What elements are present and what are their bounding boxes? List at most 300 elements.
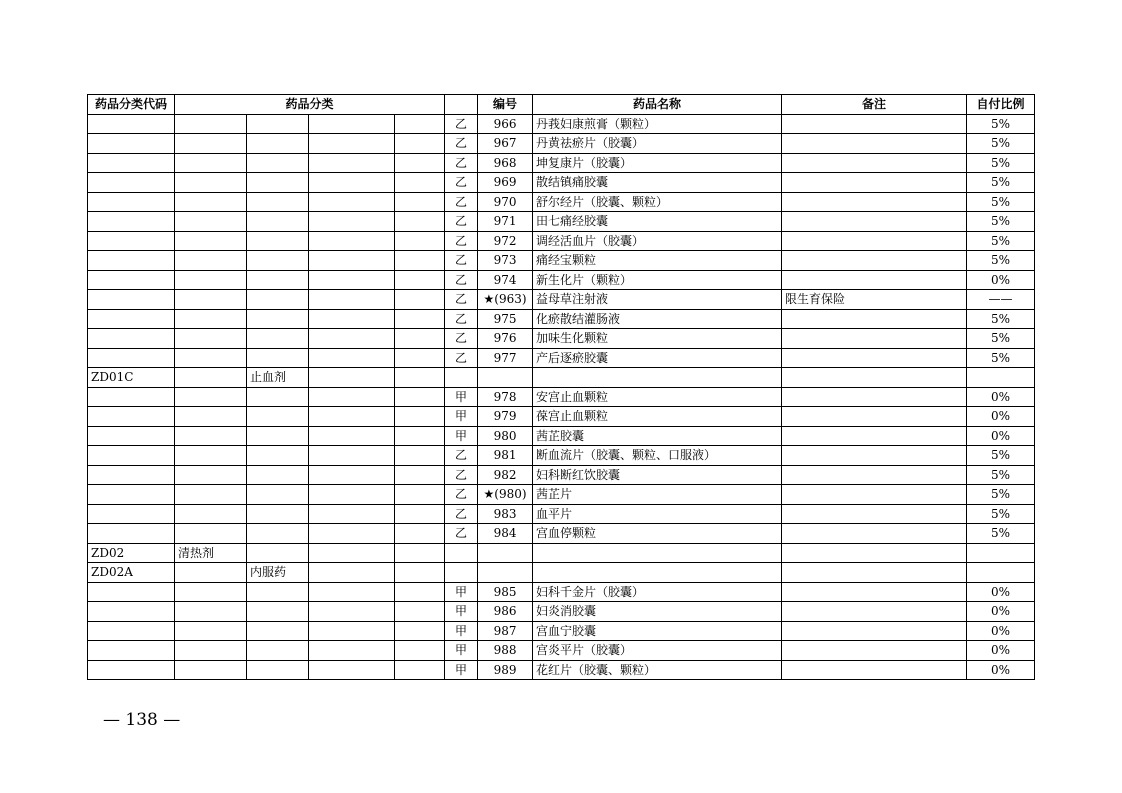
cell-number [478, 368, 533, 388]
cell-code [88, 309, 175, 329]
cell-drug-name: 化瘀散结灌肠液 [533, 309, 782, 329]
cell-grade: 甲 [445, 621, 478, 641]
cell-category-level4 [395, 407, 445, 427]
table-row [88, 582, 1035, 602]
cell-remark [782, 582, 967, 602]
cell-ratio: 0% [967, 621, 1035, 641]
cell-remark [782, 368, 967, 388]
cell-category-level1 [175, 465, 247, 485]
cell-code [88, 231, 175, 251]
cell-category-level1 [175, 621, 247, 641]
cell-category-level1 [175, 309, 247, 329]
cell-category-level1 [175, 134, 247, 154]
cell-category-level4 [395, 348, 445, 368]
cell-remark [782, 602, 967, 622]
cell-category-level3 [309, 602, 395, 622]
cell-grade: 乙 [445, 251, 478, 271]
cell-drug-name: 宫血停颗粒 [533, 524, 782, 544]
cell-code [88, 270, 175, 290]
cell-category-level3 [309, 290, 395, 310]
cell-category-level3 [309, 641, 395, 661]
cell-remark [782, 641, 967, 661]
table-row [88, 368, 1035, 388]
cell-grade: 乙 [445, 173, 478, 193]
cell-grade: 甲 [445, 407, 478, 427]
cell-category-level2 [247, 446, 309, 466]
cell-category-level2 [247, 251, 309, 271]
cell-remark [782, 192, 967, 212]
cell-remark [782, 465, 967, 485]
cell-category-level3 [309, 387, 395, 407]
cell-category-level4 [395, 309, 445, 329]
cell-category-level1 [175, 290, 247, 310]
cell-number: 981 [478, 446, 533, 466]
cell-grade: 乙 [445, 504, 478, 524]
cell-drug-name [533, 563, 782, 583]
cell-category-level2 [247, 504, 309, 524]
cell-ratio: 5% [967, 192, 1035, 212]
cell-remark [782, 212, 967, 232]
cell-category-level1 [175, 660, 247, 680]
cell-category-level2 [247, 387, 309, 407]
cell-category-level3 [309, 368, 395, 388]
cell-remark [782, 543, 967, 563]
cell-drug-name: 丹黄祛瘀片（胶囊） [533, 134, 782, 154]
cell-category-level2: 止血剂 [247, 368, 309, 388]
cell-category-level1 [175, 387, 247, 407]
cell-number: 973 [478, 251, 533, 271]
cell-category-level4 [395, 446, 445, 466]
cell-category-level2 [247, 231, 309, 251]
cell-code [88, 660, 175, 680]
cell-number: 983 [478, 504, 533, 524]
cell-category-level1 [175, 368, 247, 388]
cell-ratio: 5% [967, 348, 1035, 368]
cell-code [88, 524, 175, 544]
cell-remark [782, 621, 967, 641]
cell-code [88, 621, 175, 641]
cell-ratio: —— [967, 290, 1035, 310]
cell-code [88, 348, 175, 368]
cell-code [88, 446, 175, 466]
cell-category-level1 [175, 348, 247, 368]
cell-code [88, 173, 175, 193]
cell-number: 974 [478, 270, 533, 290]
page-number: — 138 — [103, 710, 181, 730]
table-row [88, 270, 1035, 290]
table-row [88, 231, 1035, 251]
cell-category-level4 [395, 621, 445, 641]
cell-remark: 限生育保险 [782, 290, 967, 310]
cell-category-level1 [175, 153, 247, 173]
cell-category-level4 [395, 173, 445, 193]
cell-drug-name: 血平片 [533, 504, 782, 524]
cell-category-level3 [309, 660, 395, 680]
cell-code [88, 465, 175, 485]
cell-remark [782, 563, 967, 583]
cell-category-level4 [395, 368, 445, 388]
cell-category-level3 [309, 426, 395, 446]
cell-category-level4 [395, 504, 445, 524]
cell-ratio: 5% [967, 465, 1035, 485]
cell-drug-name: 茜芷胶囊 [533, 426, 782, 446]
cell-category-level2 [247, 309, 309, 329]
cell-drug-name: 益母草注射液 [533, 290, 782, 310]
cell-ratio: 0% [967, 660, 1035, 680]
cell-grade: 乙 [445, 465, 478, 485]
cell-number: 982 [478, 465, 533, 485]
cell-number [478, 543, 533, 563]
cell-category-level3 [309, 153, 395, 173]
cell-drug-name: 田七痛经胶囊 [533, 212, 782, 232]
cell-category-level4 [395, 387, 445, 407]
cell-remark [782, 134, 967, 154]
cell-ratio: 0% [967, 602, 1035, 622]
cell-category-level3 [309, 485, 395, 505]
cell-grade: 甲 [445, 387, 478, 407]
cell-category-level2 [247, 114, 309, 134]
cell-category-level2 [247, 270, 309, 290]
cell-category-level1 [175, 504, 247, 524]
cell-grade: 乙 [445, 309, 478, 329]
cell-category-level3 [309, 192, 395, 212]
cell-category-level2 [247, 465, 309, 485]
cell-drug-name: 散结镇痛胶囊 [533, 173, 782, 193]
cell-code: ZD01C [88, 368, 175, 388]
cell-category-level4 [395, 641, 445, 661]
table-row [88, 563, 1035, 583]
cell-code [88, 426, 175, 446]
cell-remark [782, 251, 967, 271]
cell-category-level1: 清热剂 [175, 543, 247, 563]
cell-category-level3 [309, 407, 395, 427]
cell-category-level4 [395, 153, 445, 173]
cell-category-level1 [175, 329, 247, 349]
drug-catalog-table [87, 94, 1035, 680]
table-row [88, 114, 1035, 134]
cell-drug-name [533, 543, 782, 563]
cell-drug-name [533, 368, 782, 388]
cell-grade: 乙 [445, 290, 478, 310]
cell-category-level1 [175, 602, 247, 622]
cell-code [88, 582, 175, 602]
cell-ratio: 5% [967, 212, 1035, 232]
cell-ratio: 0% [967, 270, 1035, 290]
cell-drug-name: 坤复康片（胶囊） [533, 153, 782, 173]
cell-category-level3 [309, 543, 395, 563]
cell-code [88, 134, 175, 154]
cell-category-level2 [247, 348, 309, 368]
cell-grade: 乙 [445, 270, 478, 290]
cell-drug-name: 宫血宁胶囊 [533, 621, 782, 641]
cell-number: 989 [478, 660, 533, 680]
table-row [88, 641, 1035, 661]
table-row [88, 407, 1035, 427]
cell-number: 966 [478, 114, 533, 134]
table-row [88, 543, 1035, 563]
cell-remark [782, 153, 967, 173]
cell-ratio: 0% [967, 407, 1035, 427]
cell-remark [782, 485, 967, 505]
cell-ratio: 5% [967, 309, 1035, 329]
cell-ratio: 0% [967, 582, 1035, 602]
cell-remark [782, 173, 967, 193]
cell-code [88, 504, 175, 524]
cell-category-level3 [309, 446, 395, 466]
cell-code [88, 290, 175, 310]
cell-grade: 甲 [445, 641, 478, 661]
cell-drug-name: 加味生化颗粒 [533, 329, 782, 349]
cell-category-level2 [247, 582, 309, 602]
cell-category-level3 [309, 231, 395, 251]
cell-remark [782, 114, 967, 134]
cell-remark [782, 348, 967, 368]
cell-grade: 乙 [445, 348, 478, 368]
cell-category-level1 [175, 270, 247, 290]
cell-drug-name: 新生化片（颗粒） [533, 270, 782, 290]
cell-category-level4 [395, 543, 445, 563]
cell-grade: 乙 [445, 524, 478, 544]
cell-category-level3 [309, 465, 395, 485]
cell-category-level3 [309, 173, 395, 193]
table-row [88, 329, 1035, 349]
cell-category-level2 [247, 212, 309, 232]
cell-grade: 乙 [445, 485, 478, 505]
table-row [88, 251, 1035, 271]
header-ratio: 自付比例 [967, 95, 1035, 115]
cell-drug-name: 宫炎平片（胶囊） [533, 641, 782, 661]
cell-drug-name: 妇科断红饮胶囊 [533, 465, 782, 485]
cell-category-level3 [309, 563, 395, 583]
cell-ratio: 5% [967, 114, 1035, 134]
cell-ratio: 5% [967, 173, 1035, 193]
table-row [88, 504, 1035, 524]
cell-number: 968 [478, 153, 533, 173]
cell-ratio [967, 563, 1035, 583]
cell-category-level2 [247, 660, 309, 680]
cell-category-level3 [309, 524, 395, 544]
cell-category-level3 [309, 329, 395, 349]
cell-category-level1 [175, 173, 247, 193]
header-number: 编号 [478, 95, 533, 115]
cell-category-level4 [395, 134, 445, 154]
cell-drug-name: 花红片（胶囊、颗粒） [533, 660, 782, 680]
cell-category-level2 [247, 641, 309, 661]
cell-number: 970 [478, 192, 533, 212]
cell-ratio: 5% [967, 153, 1035, 173]
cell-code [88, 485, 175, 505]
cell-category-level4 [395, 329, 445, 349]
cell-drug-name: 痛经宝颗粒 [533, 251, 782, 271]
cell-category-level3 [309, 309, 395, 329]
cell-remark [782, 660, 967, 680]
cell-category-level4 [395, 660, 445, 680]
table-row [88, 485, 1035, 505]
cell-number: 972 [478, 231, 533, 251]
cell-ratio: 5% [967, 134, 1035, 154]
table-row [88, 212, 1035, 232]
cell-category-level2 [247, 290, 309, 310]
cell-category-level4 [395, 251, 445, 271]
cell-category-level4 [395, 212, 445, 232]
cell-number: 978 [478, 387, 533, 407]
cell-category-level4 [395, 485, 445, 505]
cell-drug-name: 妇炎消胶囊 [533, 602, 782, 622]
cell-number: 985 [478, 582, 533, 602]
table-row [88, 290, 1035, 310]
cell-code [88, 407, 175, 427]
cell-category-level4 [395, 231, 445, 251]
table-row [88, 602, 1035, 622]
cell-category-level2 [247, 134, 309, 154]
cell-ratio: 5% [967, 231, 1035, 251]
cell-grade [445, 368, 478, 388]
cell-remark [782, 231, 967, 251]
cell-number: 976 [478, 329, 533, 349]
cell-grade: 甲 [445, 426, 478, 446]
cell-code [88, 114, 175, 134]
cell-number: 971 [478, 212, 533, 232]
cell-number: 988 [478, 641, 533, 661]
cell-code [88, 602, 175, 622]
cell-ratio: 5% [967, 446, 1035, 466]
table-row [88, 621, 1035, 641]
cell-number: 986 [478, 602, 533, 622]
cell-number: 987 [478, 621, 533, 641]
cell-category-level1 [175, 563, 247, 583]
cell-category-level2 [247, 602, 309, 622]
cell-ratio: 5% [967, 251, 1035, 271]
cell-drug-name: 舒尔经片（胶囊、颗粒） [533, 192, 782, 212]
cell-grade: 乙 [445, 212, 478, 232]
cell-drug-name: 调经活血片（胶囊） [533, 231, 782, 251]
cell-category-level1 [175, 251, 247, 271]
cell-grade [445, 563, 478, 583]
table-row [88, 446, 1035, 466]
table-row [88, 660, 1035, 680]
cell-remark [782, 387, 967, 407]
cell-number: 984 [478, 524, 533, 544]
cell-remark [782, 270, 967, 290]
cell-code [88, 329, 175, 349]
cell-ratio: 0% [967, 387, 1035, 407]
table-row [88, 387, 1035, 407]
cell-category-level4 [395, 114, 445, 134]
table-row [88, 173, 1035, 193]
cell-code [88, 641, 175, 661]
cell-category-level1 [175, 212, 247, 232]
cell-drug-name: 产后逐瘀胶囊 [533, 348, 782, 368]
cell-number: 975 [478, 309, 533, 329]
header-code: 药品分类代码 [88, 95, 175, 115]
cell-number: 980 [478, 426, 533, 446]
cell-grade: 乙 [445, 192, 478, 212]
cell-ratio [967, 368, 1035, 388]
cell-category-level1 [175, 446, 247, 466]
cell-code: ZD02 [88, 543, 175, 563]
cell-grade: 甲 [445, 602, 478, 622]
cell-drug-name: 丹莪妇康煎膏（颗粒） [533, 114, 782, 134]
cell-number: 967 [478, 134, 533, 154]
table-row [88, 192, 1035, 212]
cell-category-level4 [395, 563, 445, 583]
cell-number: 977 [478, 348, 533, 368]
cell-category-level1 [175, 114, 247, 134]
cell-category-level1 [175, 582, 247, 602]
cell-category-level2: 内服药 [247, 563, 309, 583]
cell-ratio: 5% [967, 504, 1035, 524]
cell-category-level1 [175, 192, 247, 212]
cell-code: ZD02A [88, 563, 175, 583]
cell-category-level4 [395, 192, 445, 212]
cell-category-level4 [395, 290, 445, 310]
table-row [88, 134, 1035, 154]
cell-category-level3 [309, 621, 395, 641]
cell-ratio: 5% [967, 485, 1035, 505]
header-remark: 备注 [782, 95, 967, 115]
cell-category-level1 [175, 426, 247, 446]
cell-category-level2 [247, 543, 309, 563]
header-name: 药品名称 [533, 95, 782, 115]
cell-number: ★(963) [478, 290, 533, 310]
cell-grade: 乙 [445, 134, 478, 154]
cell-code [88, 153, 175, 173]
cell-category-level2 [247, 621, 309, 641]
cell-category-level4 [395, 602, 445, 622]
cell-category-level3 [309, 134, 395, 154]
cell-ratio: 0% [967, 641, 1035, 661]
table-row [88, 465, 1035, 485]
cell-grade: 甲 [445, 582, 478, 602]
cell-remark [782, 504, 967, 524]
cell-category-level2 [247, 426, 309, 446]
cell-category-level1 [175, 485, 247, 505]
cell-grade: 乙 [445, 446, 478, 466]
cell-drug-name: 安宫止血颗粒 [533, 387, 782, 407]
cell-grade: 乙 [445, 329, 478, 349]
cell-category-level3 [309, 114, 395, 134]
cell-grade: 乙 [445, 114, 478, 134]
cell-category-level4 [395, 465, 445, 485]
cell-ratio: 5% [967, 524, 1035, 544]
cell-category-level2 [247, 153, 309, 173]
cell-category-level2 [247, 524, 309, 544]
cell-number: 979 [478, 407, 533, 427]
cell-category-level3 [309, 348, 395, 368]
cell-drug-name: 妇科千金片（胶囊） [533, 582, 782, 602]
cell-grade: 乙 [445, 231, 478, 251]
cell-code [88, 192, 175, 212]
table-row [88, 524, 1035, 544]
cell-category-level2 [247, 407, 309, 427]
cell-number [478, 563, 533, 583]
cell-code [88, 387, 175, 407]
cell-grade: 甲 [445, 660, 478, 680]
cell-category-level3 [309, 504, 395, 524]
cell-category-level2 [247, 192, 309, 212]
cell-ratio: 0% [967, 426, 1035, 446]
cell-category-level1 [175, 231, 247, 251]
cell-remark [782, 309, 967, 329]
cell-ratio: 5% [967, 329, 1035, 349]
cell-category-level3 [309, 270, 395, 290]
cell-grade: 乙 [445, 153, 478, 173]
cell-category-level1 [175, 641, 247, 661]
table-row [88, 348, 1035, 368]
table-row [88, 426, 1035, 446]
table-row [88, 153, 1035, 173]
cell-drug-name: 葆宫止血颗粒 [533, 407, 782, 427]
